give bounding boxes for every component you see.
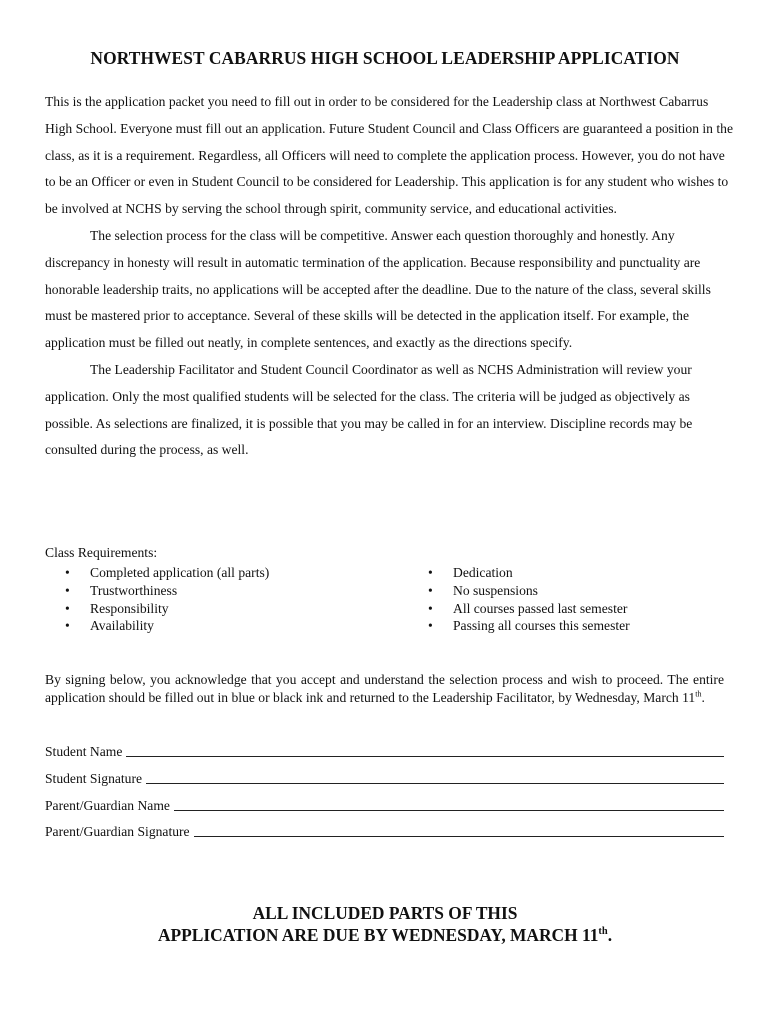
requirement-item: • No suspensions — [408, 582, 630, 600]
acknowledgement-superscript: th — [695, 689, 702, 699]
due-notice-end: . — [607, 925, 613, 945]
parent-signature-field[interactable] — [45, 822, 724, 840]
parent-name-field[interactable] — [45, 796, 724, 814]
acknowledgement-text: By signing below, you acknowledge that you accept and understand the selection process and wish to proceed. The entire application should be filled out in blue or black ink and returned to the Leadership Facilitator, by Wednesday, March 11 — [45, 672, 724, 705]
requirement-item: • Passing all courses this semester — [408, 617, 630, 635]
requirement-item: • Trustworthiness — [45, 582, 269, 600]
intro-paragraph-1: This is the application packet you need to fill out in order to be considered for the Leadership class at Northwest Cabarrus High School. Everyone must fill out an application. Future Student Council and Class Officers are guaranteed a position in the class, as it is a requirement. Regardless, all Officers will need to complete the application process. However, you do not have to be an Officer or even in Student Council to be considered for Leadership. This application is for any student who wishes to be involved at NCHS by serving the school through spirit, community service, and educational activities. — [45, 94, 733, 217]
parent-name-line[interactable] — [174, 810, 724, 811]
student-name-label: Student Name — [45, 744, 123, 759]
due-notice-superscript: th — [598, 926, 608, 938]
student-name-line[interactable] — [126, 756, 724, 757]
requirements-label: Class Requirements: — [45, 545, 158, 560]
intro-paragraph-2: The selection process for the class will be competitive. Answer each question thoroughly and honestly. Any discrepancy in honesty will result in automatic termination of the application. Because responsibility and punctuality are honorable leadership traits, no applications will be accepted after the deadline. Due to the nature of the class, several skills must be mastered prior to acceptance. Several of these skills will be detected in the application itself. For example, the application must be filled out neatly, in complete sentences, and exactly as the directions specify. — [45, 227, 711, 351]
parent-name-label: Parent/Guardian Name — [45, 798, 170, 813]
page-title: NORTHWEST CABARRUS HIGH SCHOOL LEADERSHIP APPLICATION — [90, 48, 680, 68]
acknowledgement-paragraph — [45, 671, 724, 707]
parent-signature-label: Parent/Guardian Signature — [45, 824, 190, 839]
due-notice-line-2 — [0, 924, 770, 946]
requirement-item: • Availability — [45, 617, 269, 635]
student-signature-field[interactable] — [45, 769, 724, 787]
requirement-item: • Completed application (all parts) — [45, 564, 269, 582]
requirement-item: • Dedication — [408, 564, 630, 582]
requirement-item: • All courses passed last semester — [408, 600, 630, 618]
due-notice-text: APPLICATION ARE DUE BY WEDNESDAY, MARCH 11 — [157, 925, 599, 945]
due-notice-line-1: ALL INCLUDED PARTS OF THIS — [252, 903, 518, 923]
intro-paragraph-3: The Leadership Facilitator and Student Council Coordinator as well as NCHS Administration will review your application. Only the most qualified students will be selected for the class. The criteria will be judged as objectively as possible. As selections are finalized, it is possible that you may be called in for an interview. Discipline records may be consulted during the process, as well. — [45, 361, 693, 458]
acknowledgement-end: . — [701, 689, 705, 705]
student-name-field[interactable] — [45, 742, 724, 760]
student-signature-line[interactable] — [146, 783, 724, 784]
student-signature-label: Student Signature — [45, 771, 143, 786]
due-notice — [0, 902, 770, 946]
requirements-list-right — [408, 564, 630, 635]
requirements-list-left — [45, 564, 269, 635]
requirement-item: • Responsibility — [45, 600, 269, 618]
intro-section — [45, 89, 735, 464]
parent-signature-line[interactable] — [194, 836, 724, 837]
